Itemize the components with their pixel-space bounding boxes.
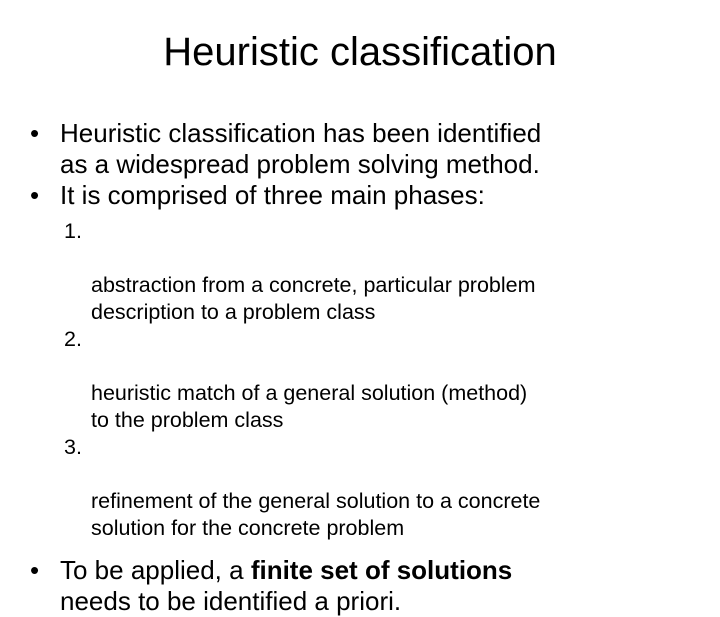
bullet-text: It is comprised of three main phases:: [60, 180, 485, 210]
phase-text: abstraction from a concrete, particular problem description to a problem class: [91, 273, 536, 324]
bullet-text: [60, 555, 512, 616]
phase-list: [64, 218, 710, 542]
bullet-item: [30, 180, 710, 211]
phase-number: 2.: [64, 327, 82, 351]
bullet-dot: •: [30, 180, 40, 210]
bullet-text-prefix: To be applied, a: [60, 555, 251, 585]
phase-item: [64, 218, 710, 326]
phase-number: 1.: [64, 219, 82, 243]
phase-text: refinement of the general solution to a concrete solution for the concrete problem: [91, 489, 541, 540]
bullet-text-bold: finite set of solutions: [250, 555, 513, 585]
bullet-dot: •: [30, 555, 40, 585]
phase-item: [64, 326, 710, 434]
phase-number: 3.: [64, 435, 82, 459]
bullet-list: [30, 118, 710, 617]
bullet-dot: •: [30, 118, 40, 148]
bullet-item: [30, 555, 710, 617]
bullet-item: [30, 118, 710, 180]
bullet-text: Heuristic classification has been identified as a widespread problem solving method.: [60, 118, 542, 179]
phase-item: [64, 434, 710, 542]
phase-text: heuristic match of a general solution (method) to the problem class: [91, 381, 528, 432]
slide-title: Heuristic classification: [163, 30, 557, 74]
bullet-text-suffix: needs to be identified a priori.: [60, 586, 402, 616]
